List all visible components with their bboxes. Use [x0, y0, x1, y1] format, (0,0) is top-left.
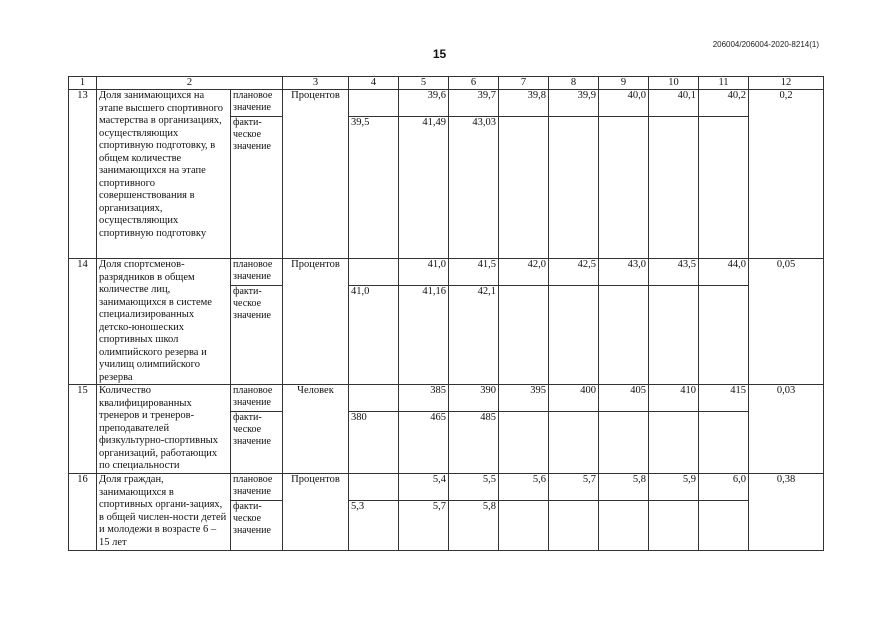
column-header: 12 [749, 77, 824, 90]
plan-value: 43,5 [649, 259, 699, 286]
fact-value [499, 117, 549, 259]
fact-value [499, 501, 549, 551]
plan-value: 5,4 [399, 474, 449, 501]
document-id: 206004/206004-2020-8214(1) [712, 40, 819, 49]
plan-value [349, 385, 399, 412]
indicator-name: Количество квалифицированных тренеров и тренеров-преподавателей физкультурно-спортивных организаций, работающих по специальности [97, 385, 231, 474]
plan-value: 40,0 [599, 90, 649, 117]
plan-label: плановое значение [231, 259, 283, 286]
fact-value [649, 501, 699, 551]
plan-label: плановое значение [231, 385, 283, 412]
fact-label: факти-ческое значение [231, 412, 283, 474]
row-number: 16 [69, 474, 97, 551]
fact-value: 41,49 [399, 117, 449, 259]
plan-value: 40,1 [649, 90, 699, 117]
fact-value [599, 501, 649, 551]
fact-label: факти-ческое значение [231, 117, 283, 259]
fact-value [649, 412, 699, 474]
fact-value [549, 117, 599, 259]
fact-label: факти-ческое значение [231, 501, 283, 551]
table-row [69, 474, 824, 501]
fact-value [699, 286, 749, 385]
fact-value: 39,5 [349, 117, 399, 259]
column-header: 9 [599, 77, 649, 90]
fact-value: 380 [349, 412, 399, 474]
fact-value [699, 501, 749, 551]
fact-value [499, 412, 549, 474]
plan-value: 44,0 [699, 259, 749, 286]
plan-value: 41,0 [399, 259, 449, 286]
plan-value: 39,9 [549, 90, 599, 117]
column-header: 4 [349, 77, 399, 90]
unit: Процентов [283, 474, 349, 551]
fact-value: 5,7 [399, 501, 449, 551]
fact-value [649, 286, 699, 385]
plan-value: 400 [549, 385, 599, 412]
plan-value: 395 [499, 385, 549, 412]
fact-value [699, 117, 749, 259]
fact-value [599, 286, 649, 385]
plan-value: 42,0 [499, 259, 549, 286]
unit: Процентов [283, 259, 349, 385]
column-header: 2 [97, 77, 283, 90]
indicator-name: Доля занимающихся на этапе высшего спортивного мастерства в организациях, осуществляющих спортивную подготовку, в общем количестве занимающихся на этапе спортивного совершенствования в организациях, осуществляющих спортивную подготовку [97, 90, 231, 259]
fact-value: 485 [449, 412, 499, 474]
fact-value: 5,3 [349, 501, 399, 551]
table-row [69, 259, 824, 286]
plan-value [349, 259, 399, 286]
fact-value: 41,16 [399, 286, 449, 385]
column-header: 3 [283, 77, 349, 90]
plan-value [349, 474, 399, 501]
indicator-name: Доля граждан, занимающихся в спортивных органи-зациях, в общей числен-ности детей и молодежи в возрасте 6 – 15 лет [97, 474, 231, 551]
fact-value [599, 117, 649, 259]
fact-value: 43,03 [449, 117, 499, 259]
col12-value: 0,2 [749, 90, 824, 259]
plan-label: плановое значение [231, 90, 283, 117]
plan-value: 39,6 [399, 90, 449, 117]
col12-value: 0,05 [749, 259, 824, 385]
plan-value: 5,5 [449, 474, 499, 501]
row-number: 14 [69, 259, 97, 385]
plan-value: 43,0 [599, 259, 649, 286]
fact-value: 42,1 [449, 286, 499, 385]
row-number: 13 [69, 90, 97, 259]
fact-value [549, 286, 599, 385]
col12-value: 0,38 [749, 474, 824, 551]
plan-value: 42,5 [549, 259, 599, 286]
row-number: 15 [69, 385, 97, 474]
plan-label: плановое значение [231, 474, 283, 501]
fact-value [549, 501, 599, 551]
plan-value: 5,9 [649, 474, 699, 501]
plan-value: 5,7 [549, 474, 599, 501]
fact-value [549, 412, 599, 474]
plan-value: 415 [699, 385, 749, 412]
page-number: 15 [432, 47, 447, 61]
plan-value: 40,2 [699, 90, 749, 117]
column-header: 11 [699, 77, 749, 90]
fact-value [499, 286, 549, 385]
plan-value: 39,8 [499, 90, 549, 117]
column-header: 5 [399, 77, 449, 90]
indicators-table [68, 76, 824, 551]
fact-value: 465 [399, 412, 449, 474]
col12-value: 0,03 [749, 385, 824, 474]
plan-value: 39,7 [449, 90, 499, 117]
column-header: 1 [69, 77, 97, 90]
column-header-row [69, 77, 824, 90]
plan-value [349, 90, 399, 117]
fact-value: 41,0 [349, 286, 399, 385]
column-header: 7 [499, 77, 549, 90]
plan-value: 385 [399, 385, 449, 412]
column-header: 6 [449, 77, 499, 90]
plan-value: 6,0 [699, 474, 749, 501]
fact-value [599, 412, 649, 474]
fact-value [699, 412, 749, 474]
unit: Человек [283, 385, 349, 474]
plan-value: 405 [599, 385, 649, 412]
plan-value: 5,8 [599, 474, 649, 501]
table-row [69, 90, 824, 117]
column-header: 8 [549, 77, 599, 90]
plan-value: 390 [449, 385, 499, 412]
unit: Процентов [283, 90, 349, 259]
column-header: 10 [649, 77, 699, 90]
fact-value: 5,8 [449, 501, 499, 551]
fact-label: факти-ческое значение [231, 286, 283, 385]
fact-value [649, 117, 699, 259]
table-row [69, 385, 824, 412]
plan-value: 5,6 [499, 474, 549, 501]
plan-value: 41,5 [449, 259, 499, 286]
plan-value: 410 [649, 385, 699, 412]
indicator-name: Доля спортсменов-разрядников в общем количестве лиц, занимающихся в системе специализированных детско-юношеских спортивных школ олимпийского резерва и училищ олимпийского резерва [97, 259, 231, 385]
